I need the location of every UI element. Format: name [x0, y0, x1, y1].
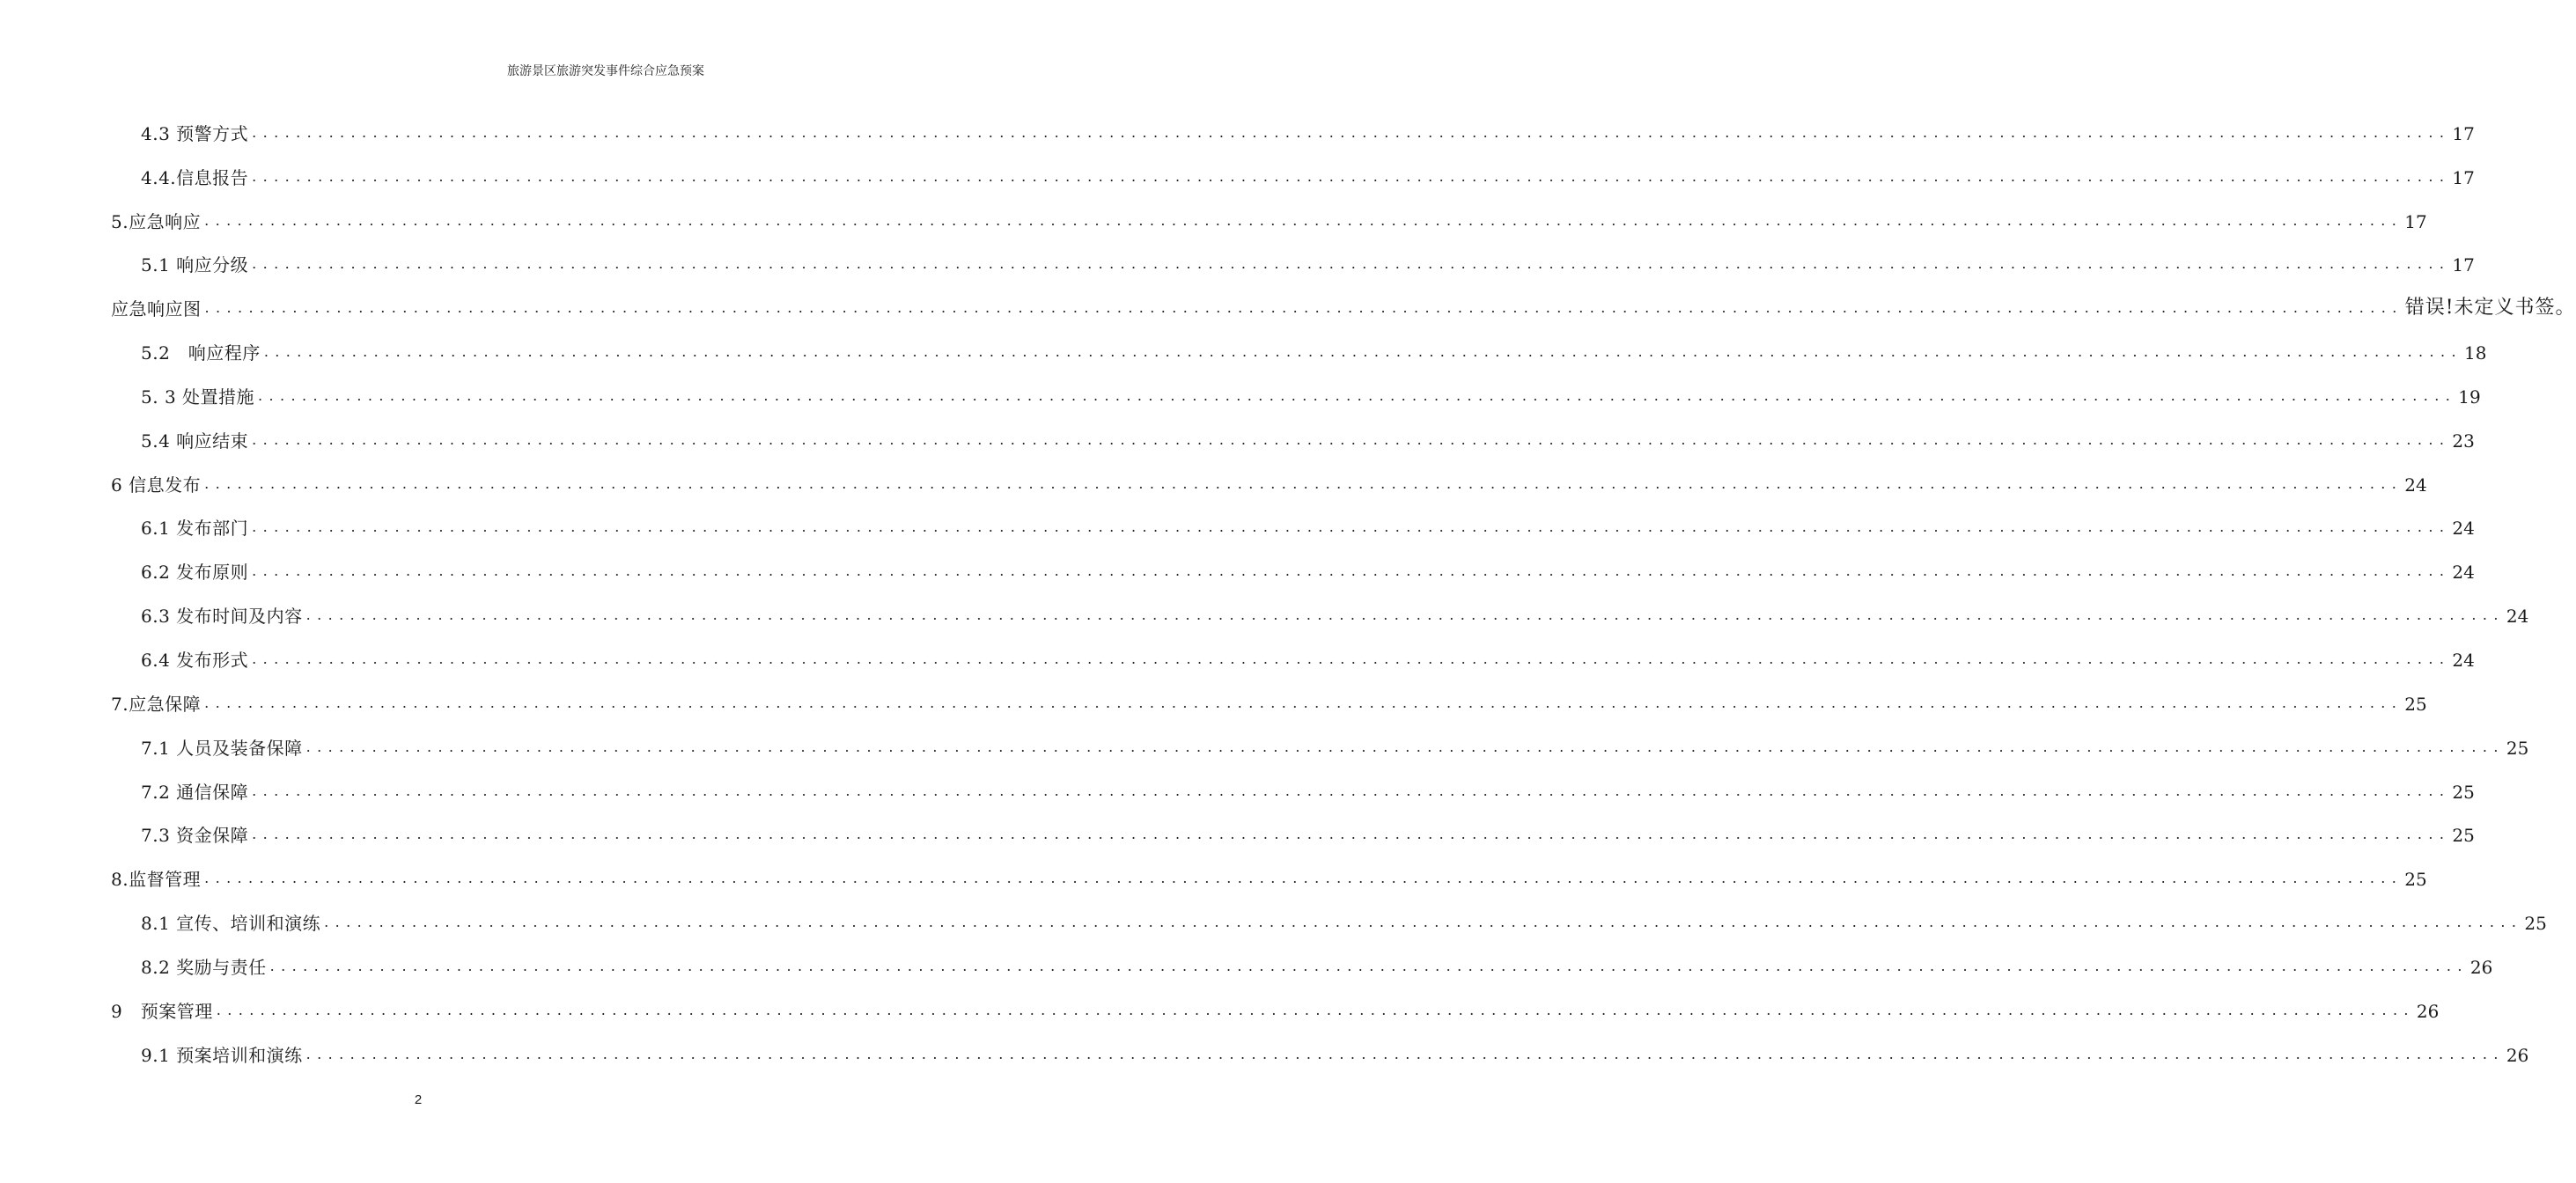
toc-entry[interactable]: [111, 757, 2475, 803]
toc-entry-title: 6.3 发布时间及内容: [141, 606, 303, 628]
toc-entry-title: 8.监督管理: [111, 869, 202, 891]
toc-entry-page: 26: [2416, 1000, 2440, 1022]
toc-entry[interactable]: [111, 143, 2475, 188]
toc-entry[interactable]: [111, 494, 2475, 540]
running-header: 旅游景区旅游突发事件综合应急预案: [507, 64, 704, 78]
dot-leader: ........................................................................................................................................................................................................: [252, 782, 2451, 799]
dot-leader: ........................................................................................................................................................................................................: [204, 211, 2403, 229]
toc-entry-page: 错误!未定义书签。: [2404, 297, 2576, 320]
dot-leader: ........................................................................................................................................................................................................: [324, 914, 2523, 931]
dot-leader: ........................................................................................................................................................................................................: [263, 343, 2462, 361]
toc-entry-page: 23: [2452, 430, 2475, 452]
toc-entry-title: 5.1 响应分级: [141, 254, 249, 276]
dot-leader: ........................................................................................................................................................................................................: [305, 738, 2505, 755]
toc-entry[interactable]: [111, 669, 2427, 715]
toc-entry[interactable]: [111, 187, 2427, 232]
dot-leader: ........................................................................................................................................................................................................: [252, 650, 2451, 667]
toc-entry[interactable]: [111, 932, 2493, 978]
dot-leader: ........................................................................................................................................................................................................: [252, 255, 2451, 273]
table-of-contents: [111, 99, 2576, 1066]
toc-entry-title: 7.1 人员及装备保障: [141, 737, 303, 759]
toc-entry-page: 17: [2452, 254, 2475, 276]
toc-entry-title: 5.应急响应: [111, 210, 202, 232]
dot-leader: ........................................................................................................................................................................................................: [204, 299, 2403, 317]
toc-entry[interactable]: [111, 231, 2475, 276]
toc-entry[interactable]: [111, 713, 2529, 759]
toc-entry[interactable]: [111, 1020, 2529, 1066]
toc-entry-title: 6.4 发布形式: [141, 649, 249, 671]
toc-entry-title: 8.1 宣传、培训和演练: [141, 913, 321, 935]
toc-entry-page: 17: [2452, 122, 2475, 144]
toc-entry-page: 17: [2452, 166, 2475, 188]
toc-entry-page: 24: [2452, 518, 2475, 540]
dot-leader: ........................................................................................................................................................................................................: [269, 957, 2469, 974]
dot-leader: ........................................................................................................................................................................................................: [305, 1045, 2505, 1062]
toc-entry-title: 4.4.信息报告: [141, 166, 249, 188]
toc-entry-title: 7.应急保障: [111, 693, 202, 715]
toc-entry[interactable]: [111, 625, 2475, 671]
toc-entry-page: 24: [2404, 474, 2427, 496]
toc-entry-title: 9 预案管理: [111, 1000, 213, 1022]
toc-entry-page: 18: [2464, 342, 2487, 364]
toc-entry[interactable]: [111, 99, 2475, 144]
toc-entry-page: 24: [2452, 562, 2475, 584]
toc-entry-title: 7.3 资金保障: [141, 825, 249, 847]
dot-leader: ........................................................................................................................................................................................................: [252, 826, 2451, 843]
toc-entry-page: 25: [2404, 869, 2427, 891]
toc-entry-title: 5.2 响应程序: [141, 342, 261, 364]
toc-entry-page: 25: [2452, 781, 2475, 803]
dot-leader: ........................................................................................................................................................................................................: [258, 386, 2457, 404]
toc-entry-title: 6.1 发布部门: [141, 518, 249, 540]
toc-entry-page: 17: [2404, 210, 2427, 232]
dot-leader: ........................................................................................................................................................................................................: [204, 870, 2403, 887]
toc-entry-title: 应急响应图: [111, 298, 202, 320]
page-number: 2: [414, 1092, 423, 1107]
toc-entry-title: 9.1 预案培训和演练: [141, 1044, 303, 1066]
dot-leader: ........................................................................................................................................................................................................: [252, 518, 2451, 536]
dot-leader: ........................................................................................................................................................................................................: [204, 694, 2403, 711]
toc-entry[interactable]: [111, 318, 2487, 364]
toc-entry-title: 6 信息发布: [111, 474, 202, 496]
toc-entry-page: 25: [2404, 693, 2427, 715]
toc-entry[interactable]: [111, 406, 2475, 452]
dot-leader: ........................................................................................................................................................................................................: [305, 606, 2505, 624]
toc-entry[interactable]: [111, 801, 2475, 847]
toc-entry[interactable]: [111, 274, 2576, 320]
toc-entry[interactable]: [111, 581, 2529, 628]
toc-entry-title: 5.4 响应结束: [141, 430, 249, 452]
toc-entry-title: 8.2 奖励与责任: [141, 956, 267, 978]
toc-entry-page: 25: [2506, 737, 2529, 759]
toc-entry-page: 24: [2452, 649, 2475, 671]
toc-entry-page: 26: [2506, 1044, 2529, 1066]
dot-leader: ........................................................................................................................................................................................................: [216, 1001, 2415, 1018]
toc-entry-title: 4.3 预警方式: [141, 122, 249, 144]
toc-entry[interactable]: [111, 362, 2481, 408]
toc-entry[interactable]: [111, 844, 2427, 891]
toc-entry-page: 19: [2458, 386, 2481, 408]
dot-leader: ........................................................................................................................................................................................................: [204, 474, 2403, 492]
dot-leader: ........................................................................................................................................................................................................: [252, 167, 2451, 185]
dot-leader: ........................................................................................................................................................................................................: [252, 123, 2451, 141]
dot-leader: ........................................................................................................................................................................................................: [252, 430, 2451, 448]
toc-entry[interactable]: [111, 450, 2427, 496]
toc-entry-page: 24: [2506, 606, 2529, 628]
toc-entry[interactable]: [111, 976, 2440, 1022]
toc-entry-page: 25: [2452, 825, 2475, 847]
dot-leader: ........................................................................................................................................................................................................: [252, 562, 2451, 580]
toc-entry-title: 5. 3 处置措施: [141, 386, 255, 408]
toc-entry-page: 25: [2524, 913, 2547, 935]
toc-entry[interactable]: [111, 888, 2547, 935]
toc-entry-page: 26: [2469, 956, 2493, 978]
toc-entry[interactable]: [111, 537, 2475, 584]
toc-entry-title: 7.2 通信保障: [141, 781, 249, 803]
toc-entry-title: 6.2 发布原则: [141, 562, 249, 584]
